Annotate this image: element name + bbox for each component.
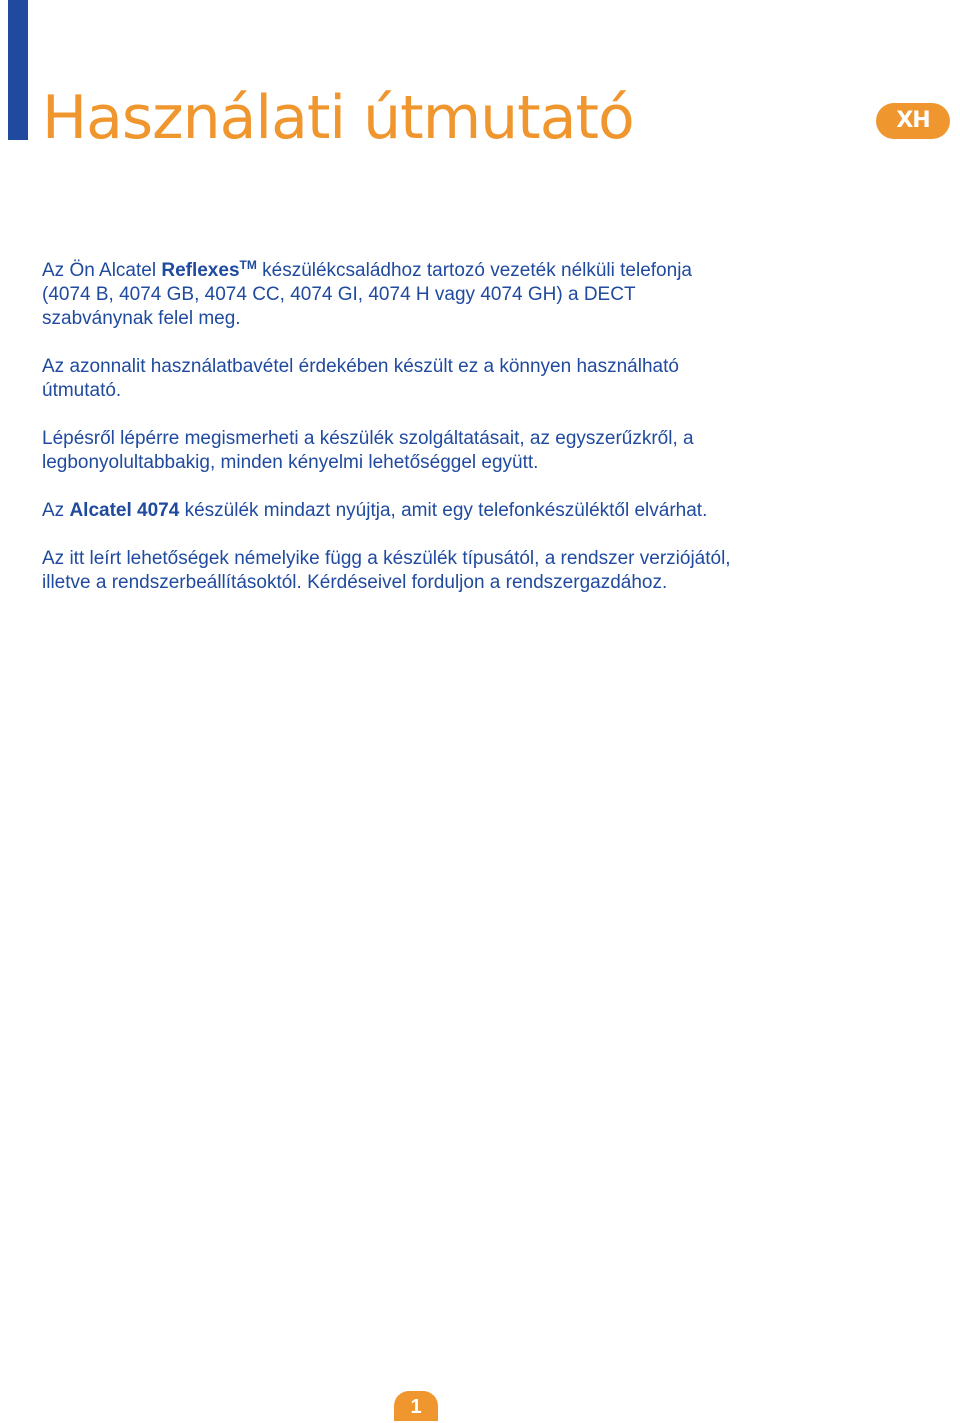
header-accent-bar [8,0,28,140]
brand-name: Reflexes [161,260,240,281]
intro-rest-text: készülékcsaládhoz tartozó vezeték nélküli telefonja (4074 B, 4074 GB, 4074 CC, 4074 GI, 4074 H vagy 4074 GH) a DECT szabványnak felel meg. [42,260,692,329]
language-badge: XH [876,103,950,139]
model-intro-text: Az [42,500,70,521]
features-paragraph: Lépésről lépérre megismerheti a készülék szolgáltatásait, az egyszerűzkről, a legbonyolultabbakig, minden kényelmi lehetőséggel együtt. [42,428,694,473]
page-title: Használati útmutató [42,83,634,153]
intro-text: Az Ön Alcatel [42,260,162,281]
page-number-tab: 1 [394,1391,438,1421]
model-name: Alcatel 4074 [69,500,180,521]
document-body [42,259,732,619]
notice-paragraph: Az itt leírt lehetőségek némelyike függ a készülék típusától, a rendszer verziójától, illetve a rendszerbeállításoktól. Kérdéseivel forduljon a rendszergazdához. [42,548,731,593]
intro-paragraph [42,259,732,331]
model-paragraph [42,499,732,523]
purpose-paragraph: Az azonnalit használatbavétel érdekében készült ez a könnyen használható útmutató. [42,356,679,401]
model-rest-text: készülék mindazt nyújtja, amit egy telefonkészüléktől elvárhat. [179,500,708,521]
trademark-mark: TM [239,258,257,272]
